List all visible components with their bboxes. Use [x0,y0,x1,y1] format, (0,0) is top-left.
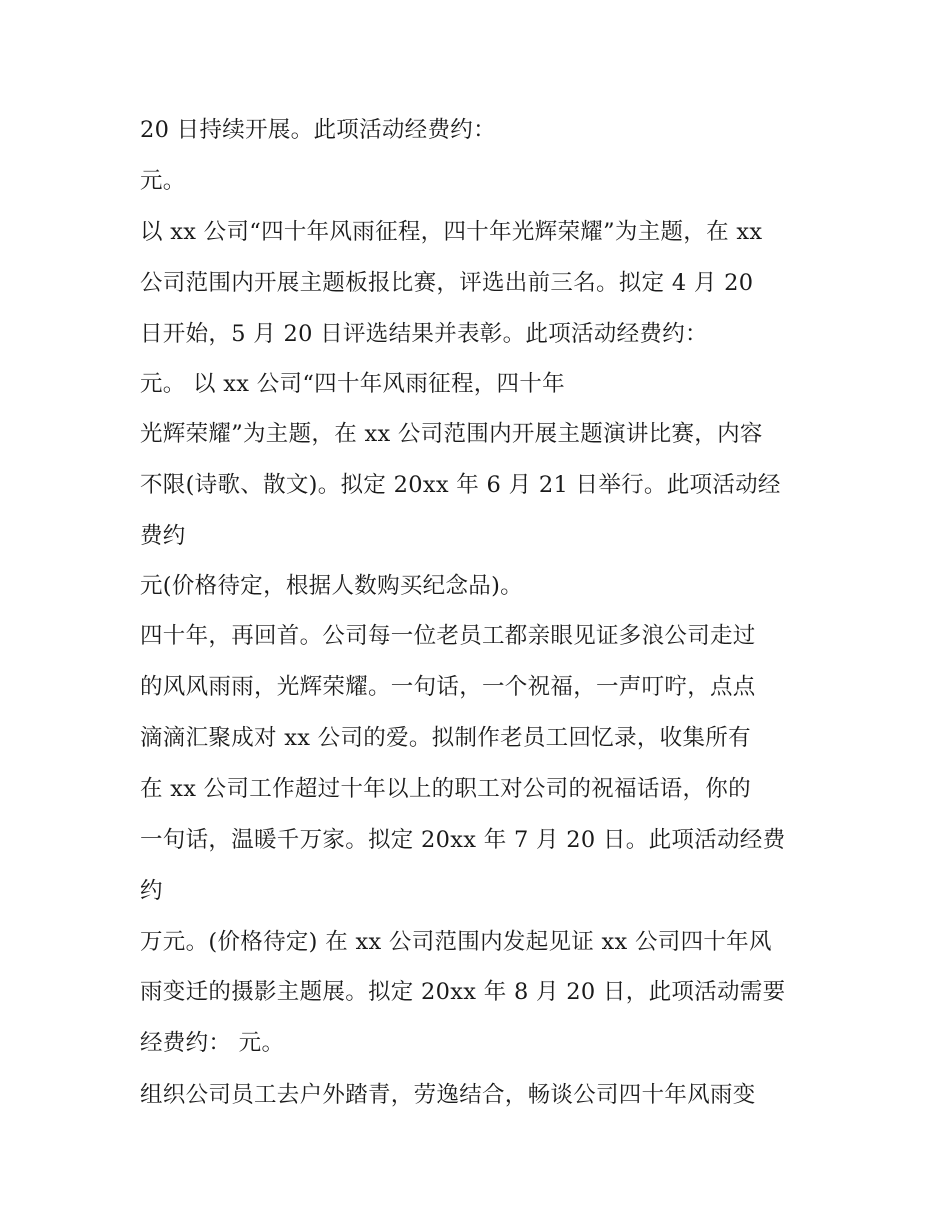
text-line: 元。 以 xx 公司“四十年风雨征程，四十年 [140,371,565,397]
text-line: 在 xx 公司工作超过十年以上的职工对公司的祝福话语，你的 [140,776,751,802]
text-line: 组织公司员工去户外踏青，劳逸结合，畅谈公司四十年风雨变 [140,1082,756,1108]
text-line: 万元。(价格待定) 在 xx 公司范围内发起见证 xx 公司四十年风 [140,929,772,955]
text-line: 以 xx 公司“四十年风雨征程，四十年光辉荣耀”为主题，在 xx [140,219,763,245]
text-line: 费约 [140,523,186,549]
text-line: 元(价格待定，根据人数购买纪念品)。 [140,573,523,599]
text-line: 光辉荣耀”为主题，在 xx 公司范围内开展主题演讲比赛，内容 [140,421,763,447]
text-line: 经费约： 元。 [140,1030,285,1056]
text-line: 日开始，5 月 20 日评选结果并表彰。此项活动经费约： [140,321,708,347]
text-line: 雨变迁的摄影主题展。拟定 20xx 年 8 月 20 日，此项活动需要 [140,979,786,1005]
text-line: 的风风雨雨，光辉荣耀。一句话，一个祝福，一声叮咛，点点 [140,674,756,700]
text-line: 滴滴汇聚成对 xx 公司的爱。拟制作老员工回忆录，收集所有 [140,725,751,751]
text-line: 约 [140,878,163,904]
text-line: 元。 [140,168,186,194]
text-line: 不限(诗歌、散文)。拟定 20xx 年 6 月 21 日举行。此项活动经 [140,472,781,498]
text-line: 四十年，再回首。公司每一位老员工都亲眼见证多浪公司走过 [140,623,756,649]
text-line: 公司范围内开展主题板报比赛，评选出前三名。拟定 4 月 20 [140,270,754,296]
text-line: 一句话，温暖千万家。拟定 20xx 年 7 月 20 日。此项活动经费 [140,827,786,853]
text-line: 20 日持续开展。此项活动经费约： [140,117,496,143]
